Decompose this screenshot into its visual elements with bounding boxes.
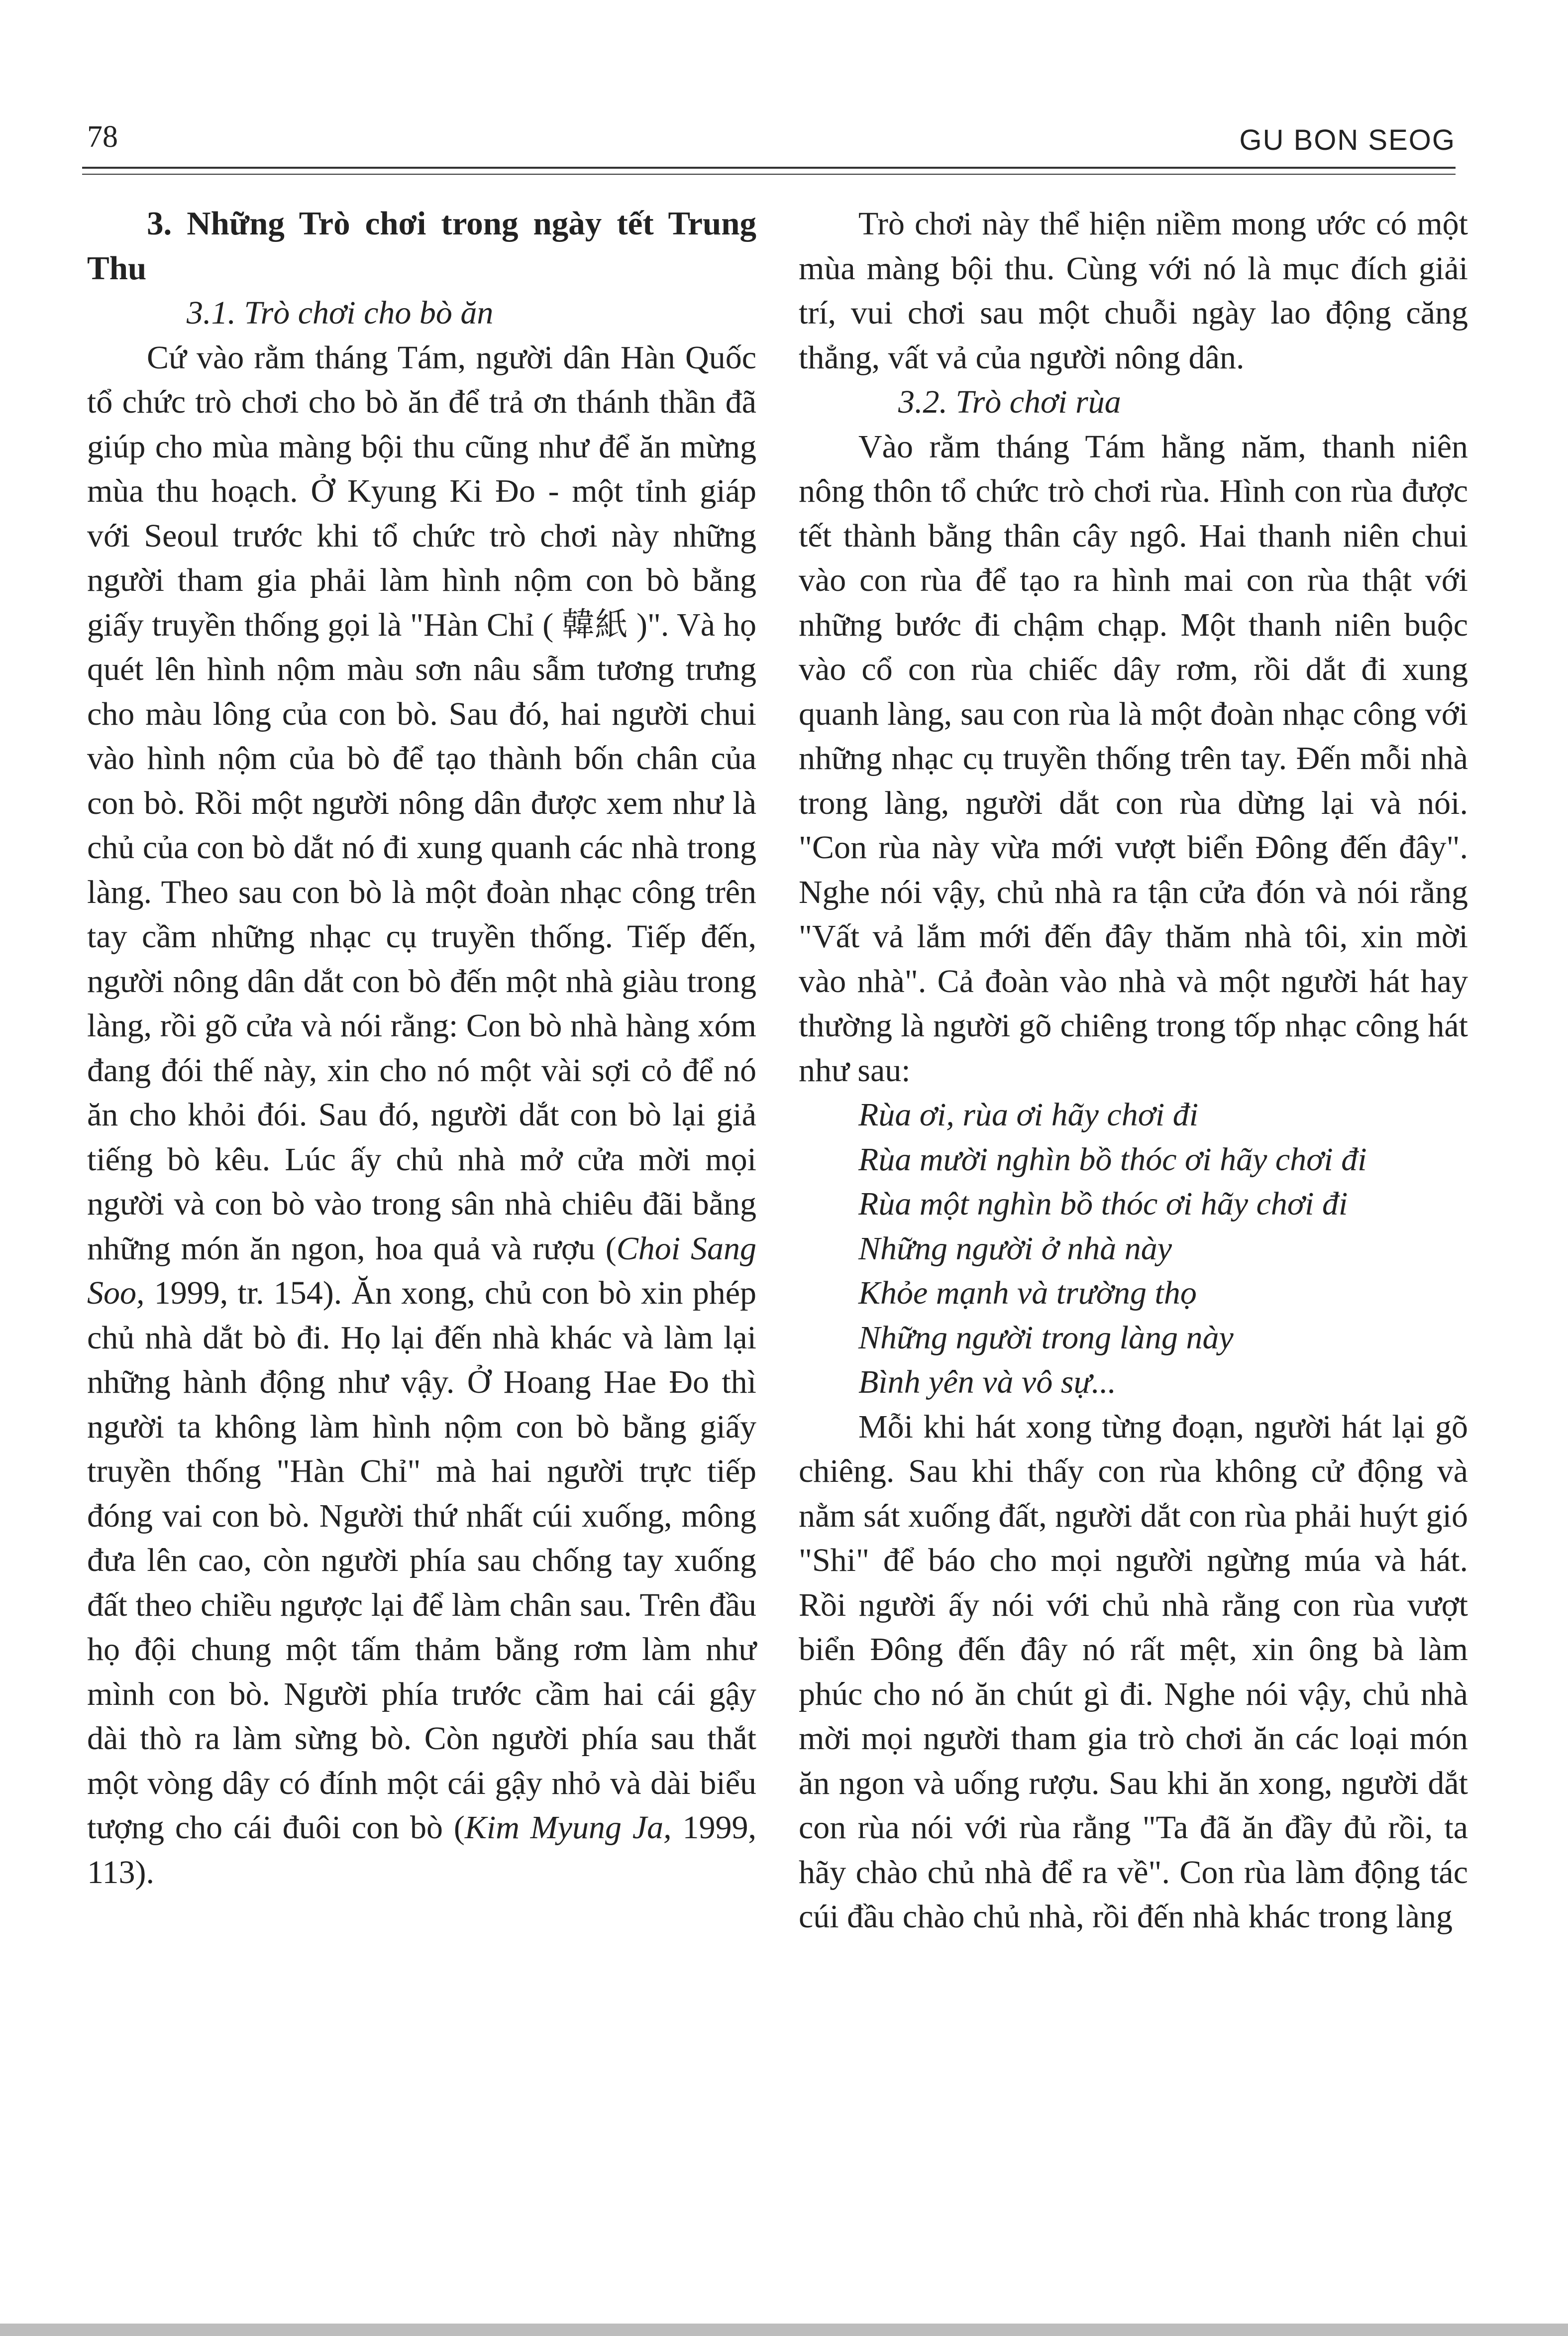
running-head: GU BON SEOG <box>1239 124 1456 156</box>
page-number: 78 <box>87 120 118 154</box>
poem-line: Khỏe mạnh và trường thọ <box>858 1275 1197 1311</box>
paragraph-text: 1999, tr. 154). Ăn xong, chủ con bò xin phép chủ nhà dắt bò đi. Họ lại đến nhà khác và làm lại những hành động như vậy. Ở Hoang Hae Đo thì người ta không làm hình nộm con bò bằng giấy truyền thống "Hàn Chỉ" mà hai người trực tiếp đóng vai con bò. Người thứ nhất cúi xuống, mông đưa lên cao, còn người phía sau chống tay xuống đất theo chiều ngược lại để làm chân sau. Trên đầu họ đội chung một tấm thảm bằng rơm làm như mình con bò. Người phía trước cầm hai cái gậy dài thò ra làm sừng bò. Còn người phía sau thắt một vòng dây có đính một cái gậy nhỏ và dài biểu tượng cho cái đuôi con bò ( <box>87 1275 756 1846</box>
section-heading: 3. Những Trò chơi trong ngày tết Trung Thu <box>87 205 756 287</box>
paragraph <box>87 335 756 1895</box>
paragraph: Trò chơi này thể hiện niềm mong ước có một mùa màng bội thu. Cùng với nó là mục đích giải trí, vui chơi sau một chuỗi ngày lao động căng thẳng, vất vả của người nông dân. <box>799 206 1468 376</box>
subsection-heading-3-1: 3.1. Trò chơi cho bò ăn <box>187 295 494 331</box>
left-column <box>87 202 756 1894</box>
paragraph-text: 1999, 113). <box>87 1809 757 1891</box>
subsection-heading-3-2: 3.2. Trò chơi rùa <box>898 384 1121 420</box>
poem <box>799 1093 1468 1405</box>
right-column <box>799 202 1468 1939</box>
poem-line: Rùa mười nghìn bồ thóc ơi hãy chơi đi <box>858 1141 1367 1178</box>
header-rule-bottom <box>82 174 1456 175</box>
paragraph: Vào rằm tháng Tám hằng năm, thanh niên nông thôn tổ chức trò chơi rùa. Hình con rùa được tết thành bằng thân cây ngô. Hai thanh niên chui vào con rùa để tạo ra hình mai con rùa thật với những bước đi chậm chạp. Một thanh niên buộc vào cổ con rùa chiếc dây rơm, rồi dắt đi xung quanh làng, sau con rùa là một đoàn nhạc công với những nhạc cụ truyền thống trên tay. Đến mỗi nhà trong làng, người dắt con rùa dừng lại và nói. "Con rùa này vừa mới vượt biển Đông đến đây". Nghe nói vậy, chủ nhà ra tận cửa đón và nói rằng "Vất vả lắm mới đến đây thăm nhà tôi, xin mời vào nhà". Cả đoàn vào nhà và một người hát hay thường là người gõ chiêng trong tốp nhạc công hát như sau: <box>799 428 1468 1089</box>
header-rule-top <box>82 167 1456 169</box>
paragraph: Mỗi khi hát xong từng đoạn, người hát lại gõ chiêng. Sau khi thấy con rùa không cử động và nằm sát xuống đất, người dắt con rùa phải huýt gió "Shi" để báo cho mọi người ngừng múa và hát. Rồi người ấy nói với chủ nhà rằng con rùa vượt biển Đông đến đây nó rất mệt, xin ông bà làm phúc cho nó ăn chút gì đi. Nghe nói vậy, chủ nhà mời mọi người tham gia trò chơi ăn các loại món ăn ngon và uống rượu. Sau khi ăn xong, người dắt con rùa nói với rùa rằng "Ta đã ăn đầy đủ rồi, ta hãy chào chủ nhà để ra về". Con rùa làm động tác cúi đầu chào chủ nhà, rồi đến nhà khác trong làng <box>799 1408 1468 1935</box>
paragraph-text: Cứ vào rằm tháng Tám, người dân Hàn Quốc tổ chức trò chơi cho bò ăn để trả ơn thánh thần đã giúp cho mùa màng bội thu cũng như để ăn mừng mùa thu hoạch. Ở Kyung Ki Đo - một tỉnh giáp với Seoul trước khi tổ chức trò chơi này những người tham gia phải làm hình nộm con bò bằng giấy truyền thống gọi là "Hàn Chỉ ( 韓紙 )". Và họ quét lên hình nộm màu sơn nâu sẫm tương trưng cho màu lông của con bò. Sau đó, hai người chui vào hình nộm của bò để tạo thành bốn chân của con bò. Rồi một người nông dân được xem như là chủ của con bò dắt nó đi xung quanh các nhà trong làng. Theo sau con bò là một đoàn nhạc công trên tay cầm những nhạc cụ truyền thống. Tiếp đến, người nông dân dắt con bò đến một nhà giàu trong làng, rồi gõ cửa và nói rằng: Con bò nhà hàng xóm đang đói thế này, xin cho nó một vài sợi cỏ để nó ăn cho khỏi đói. Sau đó, người dắt con bò lại giả tiếng bò kêu. Lúc ấy chủ nhà mở cửa mời mọi người và con bò vào trong sân nhà chiêu đãi bằng những món ăn ngon, hoa quả và rượu ( <box>87 339 756 1267</box>
poem-line: Những người ở nhà này <box>858 1230 1172 1267</box>
poem-line: Những người trong làng này <box>858 1319 1234 1356</box>
poem-line: Rùa một nghìn bồ thóc ơi hãy chơi đi <box>858 1186 1348 1222</box>
citation: Kim Myung Ja, <box>464 1809 672 1846</box>
page-header <box>82 119 1456 164</box>
citation: Choi Sang Soo, <box>87 1230 757 1311</box>
poem-line: Bình yên và vô sự... <box>858 1364 1117 1400</box>
scan-edge <box>0 2324 1568 2336</box>
poem-line: Rùa ơi, rùa ơi hãy chơi đi <box>858 1097 1199 1133</box>
